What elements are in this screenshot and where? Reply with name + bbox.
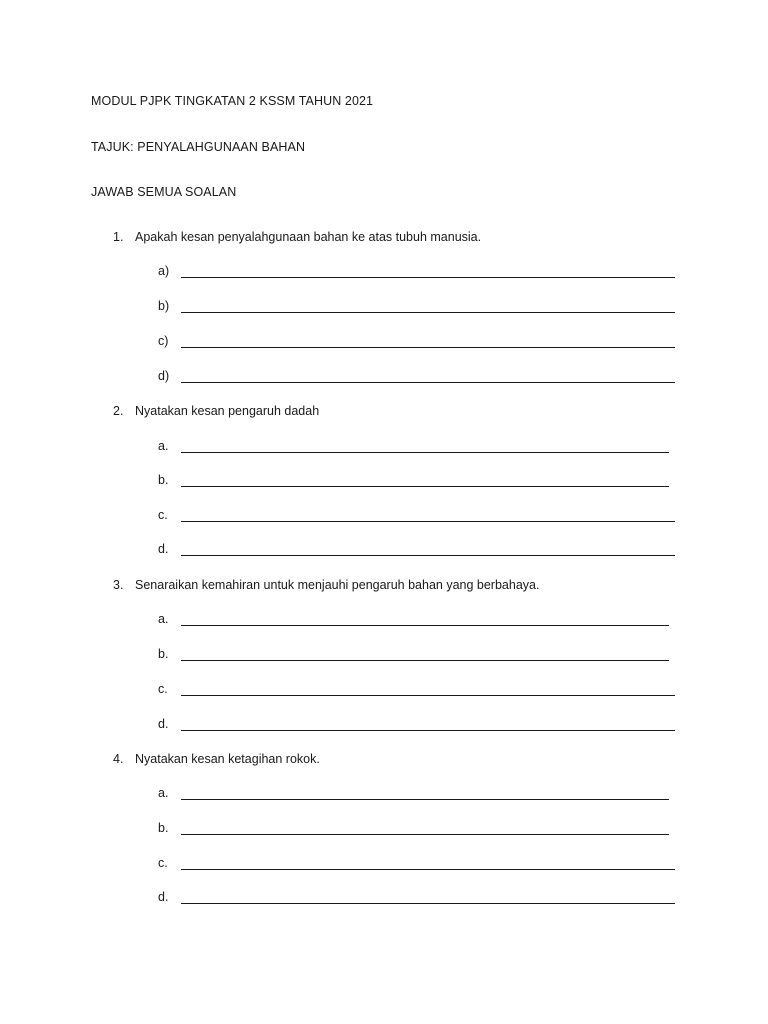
question-text: Nyatakan kesan pengaruh dadah: [135, 404, 320, 418]
answer-underline[interactable]: [181, 625, 669, 626]
question-4: [113, 752, 320, 766]
answer-marker: c.: [158, 856, 168, 870]
answer-line-2c[interactable]: [158, 508, 678, 524]
answer-marker: b.: [158, 647, 169, 661]
answer-underline[interactable]: [181, 277, 675, 278]
answer-underline[interactable]: [181, 799, 669, 800]
answer-marker: d.: [158, 717, 169, 731]
answer-underline[interactable]: [181, 452, 669, 453]
answer-underline[interactable]: [181, 660, 669, 661]
instruction-text: JAWAB SEMUA SOALAN: [91, 185, 237, 199]
answer-underline[interactable]: [181, 903, 675, 904]
answer-underline[interactable]: [181, 486, 669, 487]
question-text: Nyatakan kesan ketagihan rokok.: [135, 752, 320, 766]
answer-underline[interactable]: [181, 695, 675, 696]
answer-marker: c): [158, 334, 169, 348]
question-text: Senaraikan kemahiran untuk menjauhi pengaruh bahan yang berbahaya.: [135, 578, 540, 592]
answer-underline[interactable]: [181, 869, 675, 870]
answer-underline[interactable]: [181, 382, 675, 383]
answer-line-4c[interactable]: [158, 856, 678, 872]
answer-line-1b[interactable]: [158, 299, 678, 315]
answer-marker: a): [158, 264, 170, 278]
question-number: 3.: [113, 578, 124, 592]
answer-marker: a.: [158, 612, 169, 626]
answer-line-3b[interactable]: [158, 647, 678, 663]
answer-line-4b[interactable]: [158, 821, 678, 837]
answer-marker: d.: [158, 542, 169, 556]
answer-line-2d[interactable]: [158, 542, 678, 558]
answer-underline[interactable]: [181, 730, 675, 731]
answer-line-3d[interactable]: [158, 717, 678, 733]
answer-marker: c.: [158, 682, 168, 696]
topic-title: TAJUK: PENYALAHGUNAAN BAHAN: [91, 140, 306, 154]
answer-line-2a[interactable]: [158, 439, 678, 455]
answer-marker: a.: [158, 439, 169, 453]
answer-line-4d[interactable]: [158, 890, 678, 906]
answer-marker: b): [158, 299, 170, 313]
answer-line-1a[interactable]: [158, 264, 678, 280]
question-number: 1.: [113, 230, 124, 244]
question-number: 4.: [113, 752, 124, 766]
answer-underline[interactable]: [181, 521, 675, 522]
answer-line-4a[interactable]: [158, 786, 678, 802]
answer-marker: d.: [158, 890, 169, 904]
answer-underline[interactable]: [181, 312, 675, 313]
answer-marker: d): [158, 369, 170, 383]
question-number: 2.: [113, 404, 124, 418]
answer-underline[interactable]: [181, 347, 675, 348]
question-1: [113, 230, 481, 244]
answer-line-1d[interactable]: [158, 369, 678, 385]
answer-line-3c[interactable]: [158, 682, 678, 698]
answer-marker: a.: [158, 786, 169, 800]
answer-line-2b[interactable]: [158, 473, 678, 489]
question-2: [113, 404, 319, 418]
answer-underline[interactable]: [181, 834, 669, 835]
question-3: [113, 578, 539, 592]
question-text: Apakah kesan penyalahgunaan bahan ke atas tubuh manusia.: [135, 230, 482, 244]
answer-marker: b.: [158, 821, 169, 835]
answer-line-3a[interactable]: [158, 612, 678, 628]
answer-marker: b.: [158, 473, 169, 487]
answer-line-1c[interactable]: [158, 334, 678, 350]
module-title: MODUL PJPK TINGKATAN 2 KSSM TAHUN 2021: [91, 94, 374, 108]
answer-underline[interactable]: [181, 555, 675, 556]
answer-marker: c.: [158, 508, 168, 522]
